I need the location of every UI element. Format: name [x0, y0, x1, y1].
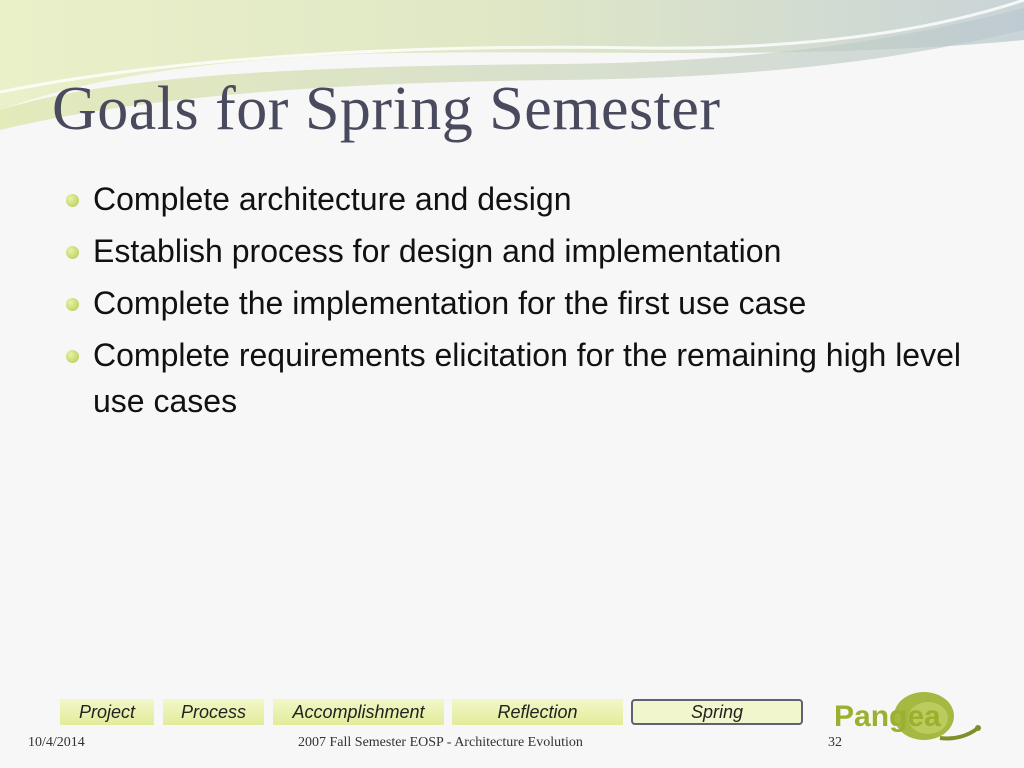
nav-button-process[interactable]: Process	[163, 699, 264, 725]
bullet-text: Establish process for design and implementation	[93, 233, 782, 269]
bullet-dot-icon	[66, 246, 79, 259]
footer-title: 2007 Fall Semester EOSP - Architecture Evolution	[298, 735, 583, 750]
bullet-text: Complete the implementation for the first use case	[93, 285, 807, 321]
bullet-item	[62, 332, 962, 424]
bullet-text: Complete requirements elicitation for the remaining high level use cases	[93, 337, 961, 419]
pangea-logo	[832, 688, 982, 748]
bullet-item	[62, 280, 962, 326]
nav-button-reflection[interactable]: Reflection	[452, 699, 623, 725]
footer-page-number: 32	[828, 735, 842, 750]
bullet-item	[62, 176, 962, 222]
bullet-item	[62, 228, 962, 274]
logo-text: Pangea	[834, 700, 941, 733]
nav-button-accomplishment[interactable]: Accomplishment	[273, 699, 444, 725]
nav-button-project[interactable]: Project	[60, 699, 154, 725]
slide-title: Goals for Spring Semester	[52, 75, 721, 143]
footer-date: 10/4/2014	[28, 735, 85, 750]
bullet-dot-icon	[66, 350, 79, 363]
bullet-text: Complete architecture and design	[93, 181, 572, 217]
nav-button-spring[interactable]: Spring	[631, 699, 803, 725]
bullet-list	[62, 176, 962, 430]
bullet-dot-icon	[66, 194, 79, 207]
bullet-dot-icon	[66, 298, 79, 311]
